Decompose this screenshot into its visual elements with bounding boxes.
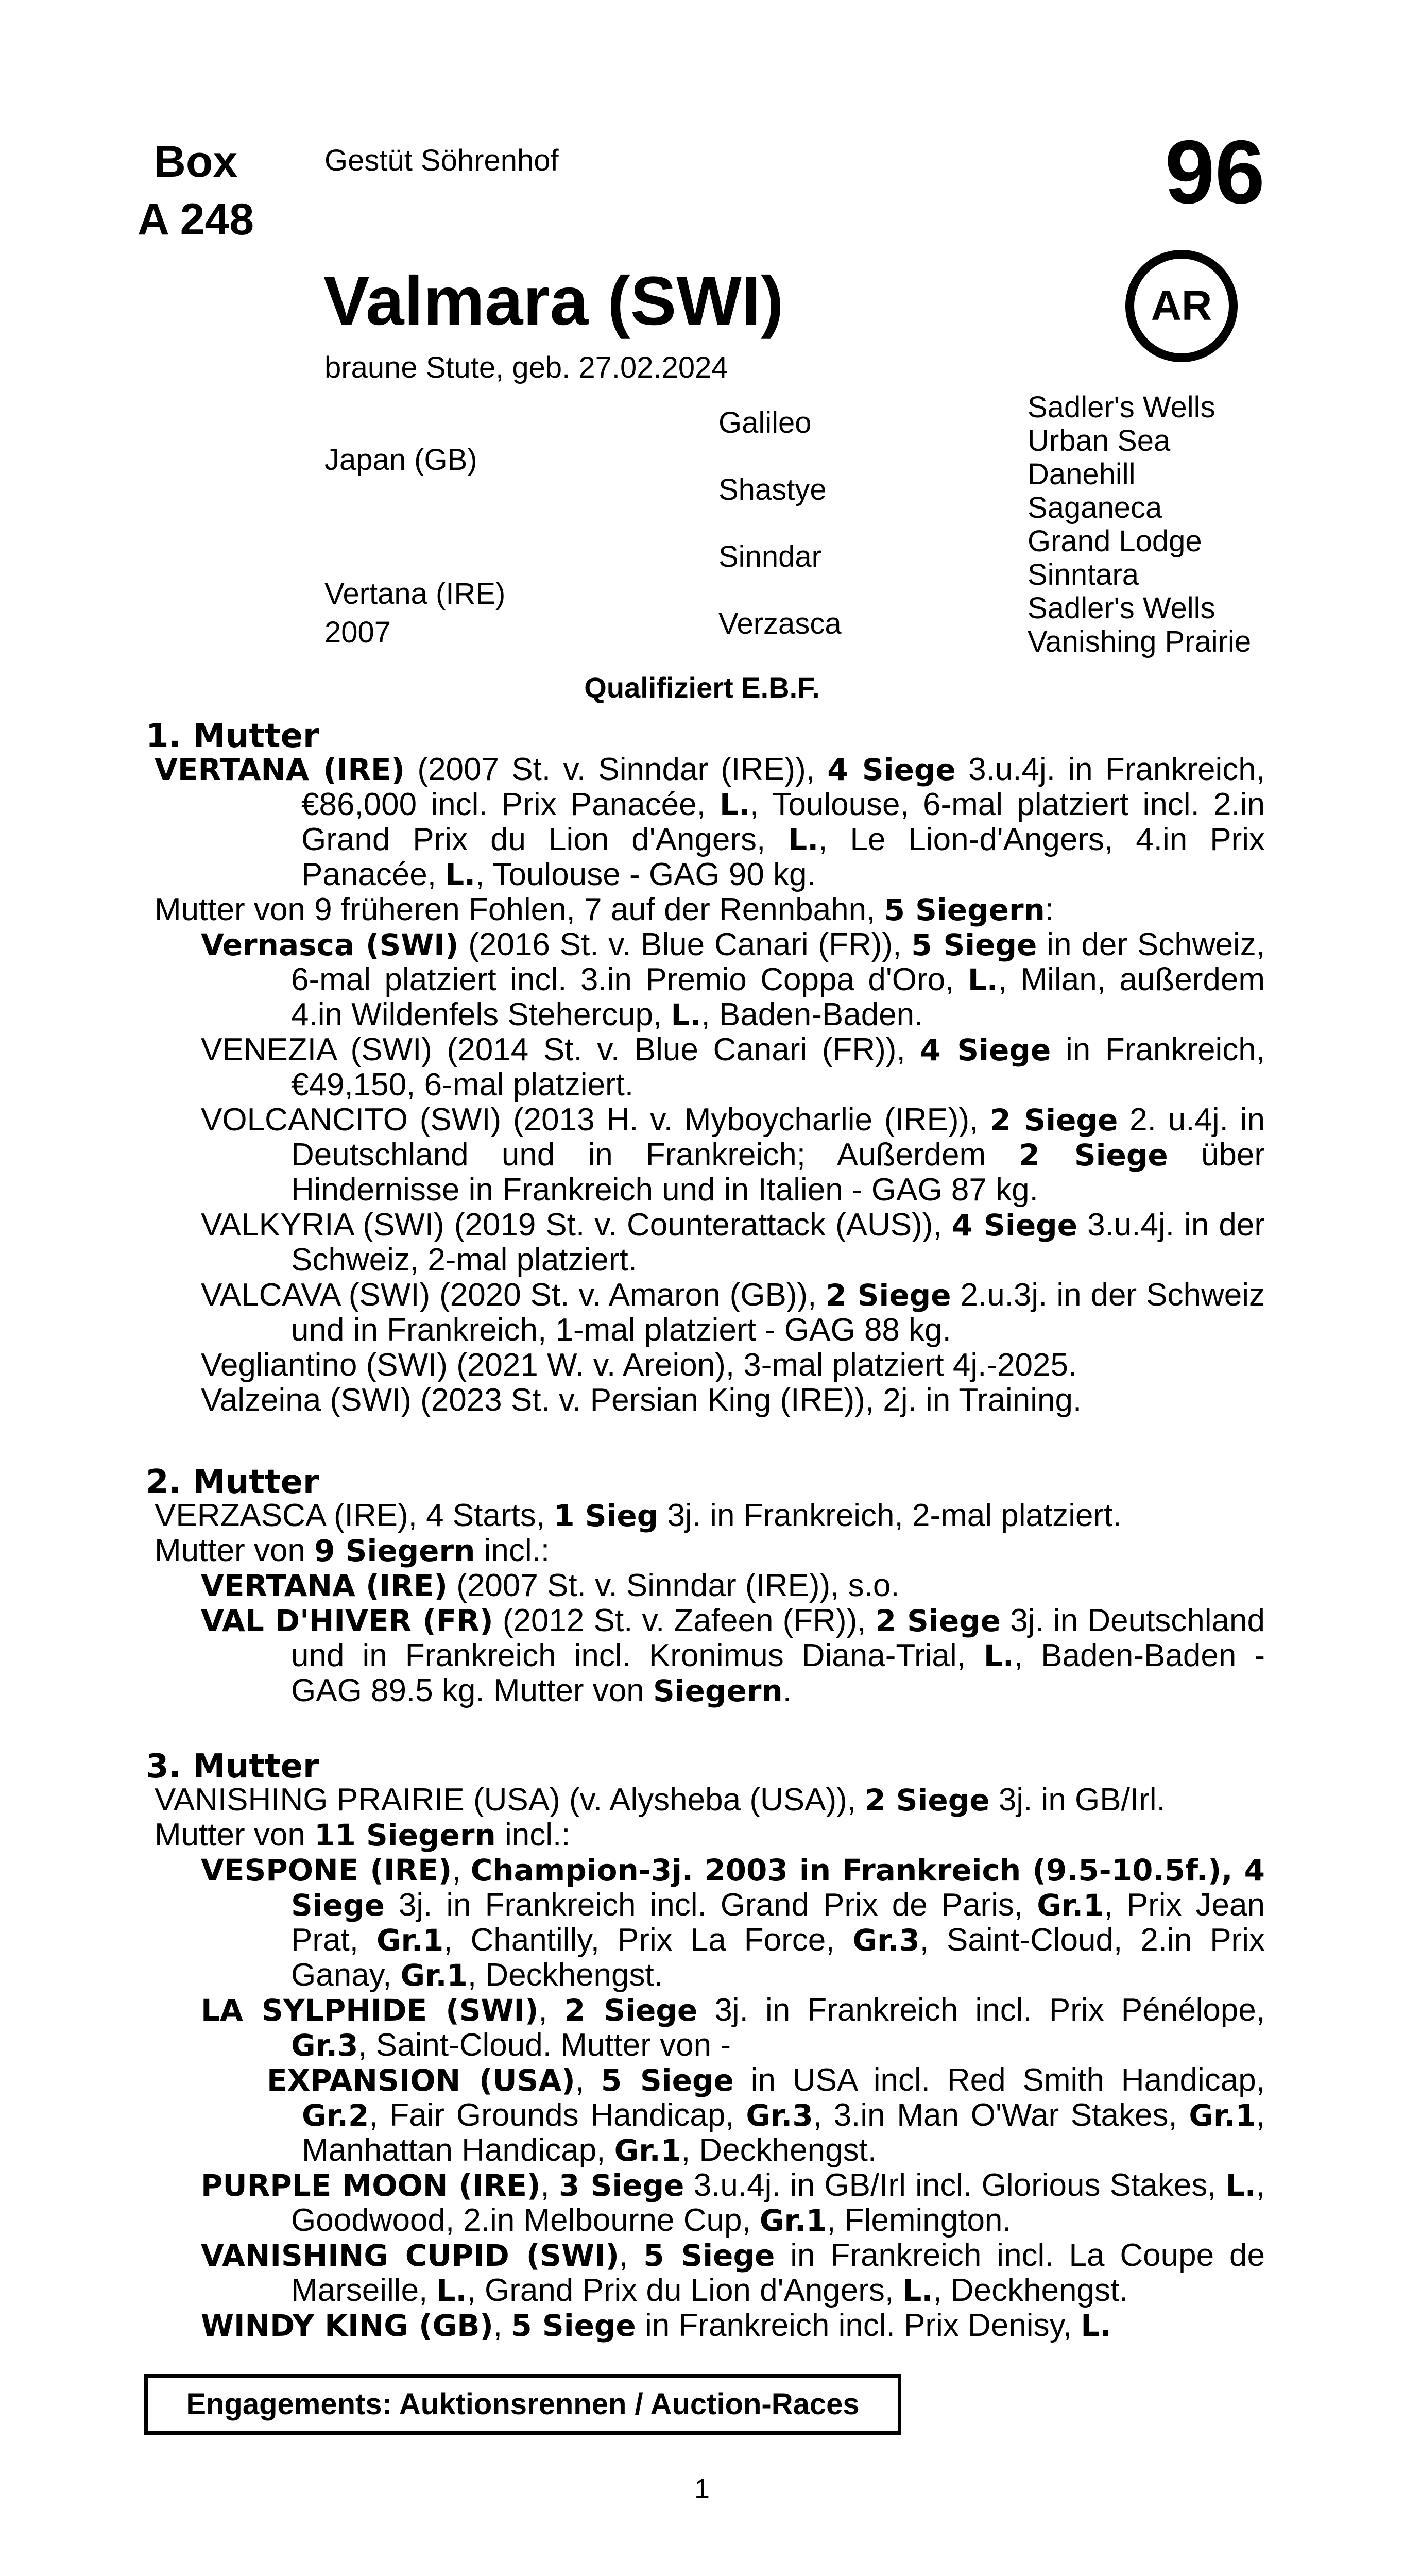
group-mark: Gr.1 xyxy=(1037,1888,1104,1923)
section-title-mutter-2: 2. Mutter xyxy=(146,1463,319,1501)
text: in Frankreich incl. Prix Denisy, xyxy=(636,2308,1081,2343)
wins: 4 Siege xyxy=(951,1208,1078,1243)
progeny-entry xyxy=(201,1603,1265,1708)
text: , Chantilly, Prix La Force, xyxy=(443,1922,853,1958)
text: , Baden-Baden. xyxy=(701,997,923,1032)
box-number xyxy=(118,133,273,248)
listed-mark: L. xyxy=(967,962,998,997)
text: 3j. in Deutschland und in Frankreich incl. Kronimus Diana-Trial, xyxy=(291,1603,1265,1673)
group-mark: Gr.1 xyxy=(759,2203,827,2238)
progeny-name: VANISHING CUPID (SWI) xyxy=(201,2238,620,2273)
pedigree-grandparent: Shastye xyxy=(718,473,827,506)
text: , Deckhengst. xyxy=(467,1957,663,1993)
stud-name: Gestüt Söhrenhof xyxy=(324,144,559,177)
text: , Fair Grounds Handicap, xyxy=(369,2097,746,2133)
progeny-entry xyxy=(201,1348,1265,1383)
group-mark: Gr.1 xyxy=(1189,2098,1256,2133)
third-dam-summary xyxy=(155,1818,1265,1853)
pedigree-great-grandparent: Grand Lodge xyxy=(1028,524,1202,558)
wins: 2 Siege xyxy=(826,1278,951,1313)
wins: 4 Siege xyxy=(920,1032,1051,1067)
wins: 5 Siege xyxy=(601,2063,734,2098)
text: Valzeina (SWI) (2023 St. v. Persian King (IRE)), 2j. in Training. xyxy=(201,1382,1082,1418)
group-mark: Gr.3 xyxy=(291,2028,358,2063)
text: in Frankreich incl. La Coupe de Marseille, xyxy=(291,2238,1265,2308)
pedigree-dam: Vertana (IRE) xyxy=(324,577,506,611)
pedigree-sire: Japan (GB) xyxy=(324,443,477,477)
text: , xyxy=(538,1992,564,2028)
text: , Saint-Cloud. Mutter von - xyxy=(358,2027,731,2063)
text: in USA incl. Red Smith Handicap, xyxy=(733,2062,1265,2098)
text: incl.: xyxy=(495,1817,571,1853)
wins: 2 Siege xyxy=(564,1993,698,2028)
text: 3j. in Frankreich incl. Grand Prix de Paris, xyxy=(384,1887,1037,1923)
pedigree-great-grandparent: Sadler's Wells xyxy=(1028,591,1215,625)
text: VALCAVA (SWI) (2020 St. v. Amaron (GB)), xyxy=(201,1277,826,1313)
group-mark: Gr.1 xyxy=(614,2133,681,2168)
progeny-name: VAL D'HIVER (FR) xyxy=(201,1603,493,1638)
text: Mutter von xyxy=(155,1533,315,1568)
progeny-name: PURPLE MOON (IRE) xyxy=(201,2168,541,2203)
progeny-entry xyxy=(201,2168,1265,2238)
text: (2007 St. v. Sinndar (IRE)), xyxy=(405,752,828,787)
text: VOLCANCITO (SWI) (2013 H. v. Myboycharlie (IRE)), xyxy=(201,1102,990,1138)
pedigree-grandparent: Verzasca xyxy=(718,607,842,640)
pedigree-grandparent: Galileo xyxy=(718,406,812,439)
progeny-name: LA SYLPHIDE (SWI) xyxy=(201,1993,539,2028)
wins: 2 Siege xyxy=(990,1103,1118,1138)
progeny-name: VESPONE (IRE) xyxy=(201,1853,452,1888)
text: , Manhattan Handicap, xyxy=(302,2097,1265,2168)
wins: 3 Siege xyxy=(559,2168,684,2203)
wins: 5 Siege xyxy=(911,927,1037,962)
qualification: Qualifiziert E.B.F. xyxy=(584,671,820,704)
pedigree-great-grandparent: Urban Sea xyxy=(1028,424,1171,457)
listed-mark: L. xyxy=(445,857,476,892)
text: in der Schweiz, 6-mal platziert incl. 3.in Premio Coppa d'Oro, xyxy=(291,927,1265,997)
champion-title: Champion-3j. 2003 in Frankreich (9.5-10.5f.), 4 Siege xyxy=(291,1853,1265,1923)
text: , Baden-Baden - GAG 89.5 kg. Mutter von xyxy=(291,1638,1265,1708)
listed-mark: L. xyxy=(671,997,701,1032)
wins: 5 Siege xyxy=(643,2238,775,2273)
listed-mark: L. xyxy=(720,787,750,822)
dam-entry xyxy=(155,752,1265,892)
dam-name: VERTANA (IRE) xyxy=(155,752,405,787)
text: 3.u.4j. in der Schweiz, 2-mal platziert. xyxy=(291,1207,1265,1278)
text: , Prix Jean Prat, xyxy=(291,1887,1265,1958)
text: , Toulouse, 6-mal platziert incl. 2.in Grand Prix du Lion d'Angers, xyxy=(301,787,1265,857)
progeny-entry xyxy=(201,2308,1265,2343)
progeny-entry xyxy=(201,1853,1265,1993)
page-number: 1 xyxy=(694,2473,710,2504)
text: , Deckhengst. xyxy=(933,2273,1128,2308)
progeny-entry xyxy=(201,1993,1265,2063)
third-dam-entry xyxy=(155,1783,1265,1818)
text: , xyxy=(493,2308,511,2343)
text: 2.u.3j. in der Schweiz und in Frankreich, 1-mal platziert - GAG 88 kg. xyxy=(291,1277,1265,1348)
winners: 11 Siegern xyxy=(314,1818,496,1853)
progeny-entry xyxy=(201,1103,1265,1208)
horse-name: Valmara (SWI) xyxy=(323,263,784,340)
text: 3j. in Frankreich incl. Prix Pénélope, xyxy=(697,1992,1265,2028)
progeny-entry xyxy=(267,2063,1265,2168)
group-mark: Gr.1 xyxy=(400,1958,468,1993)
group-mark: Gr.3 xyxy=(746,2098,813,2133)
text: , 3.in Man O'War Stakes, xyxy=(813,2097,1189,2133)
text: 2. u.4j. in Deutschland und in Frankreich; Außerdem xyxy=(291,1102,1265,1173)
text: incl.: xyxy=(475,1533,550,1568)
section-title-mutter-1: 1. Mutter xyxy=(146,717,319,755)
text: , Saint-Cloud, 2.in Prix Ganay, xyxy=(291,1922,1265,1993)
text: , Milan, außerdem 4.in Wildenfels Stehercup, xyxy=(291,962,1265,1032)
progeny-name: VERTANA (IRE) xyxy=(201,1568,448,1603)
progeny-name: Vernasca (SWI) xyxy=(201,927,459,962)
listed-mark: L. xyxy=(902,2273,933,2308)
text: 3.u.4j. in GB/Irl incl. Glorious Stakes, xyxy=(684,2167,1226,2203)
text: (2016 St. v. Blue Canari (FR)), xyxy=(458,927,912,962)
text: Vegliantino (SWI) (2021 W. v. Areion), 3-mal platziert 4j.-2025. xyxy=(201,1347,1077,1383)
progeny-entry xyxy=(201,1568,1265,1603)
text: über Hindernisse in Frankreich und in Italien - GAG 87 kg. xyxy=(291,1137,1265,1208)
winners: Siegern xyxy=(653,1673,783,1708)
group-mark: Gr.3 xyxy=(852,1923,920,1958)
listed-mark: L. xyxy=(983,1638,1014,1673)
wins: 2 Siege xyxy=(865,1783,990,1818)
section-title-mutter-3: 3. Mutter xyxy=(146,1748,319,1786)
text: Mutter von 9 früheren Fohlen, 7 auf der Rennbahn, xyxy=(155,892,884,927)
progeny-name: WINDY KING (GB) xyxy=(201,2308,493,2343)
listed-mark: L. xyxy=(1081,2308,1111,2343)
group-mark: Gr.1 xyxy=(376,1923,444,1958)
box-label: Box xyxy=(153,137,238,187)
text: VANISHING PRAIRIE (USA) (v. Alysheba (USA)), xyxy=(155,1782,865,1818)
listed-mark: L. xyxy=(1225,2168,1256,2203)
text: , xyxy=(619,2238,644,2273)
pedigree-great-grandparent: Danehill xyxy=(1028,457,1136,491)
wins: 1 Sieg xyxy=(554,1498,659,1533)
text: , Grand Prix du Lion d'Angers, xyxy=(467,2273,903,2308)
foals-summary xyxy=(155,892,1265,927)
pedigree-great-grandparent: Sadler's Wells xyxy=(1028,391,1215,424)
wins: 2 Siege xyxy=(875,1603,1001,1638)
text: VALKYRIA (SWI) (2019 St. v. Counterattack (AUS)), xyxy=(201,1207,952,1243)
wins: 5 Siege xyxy=(511,2308,636,2343)
text: , Deckhengst. xyxy=(681,2132,877,2168)
pedigree-great-grandparent: Sinntara xyxy=(1028,558,1139,591)
ar-badge: AR xyxy=(1125,250,1238,362)
text: : xyxy=(1045,892,1054,927)
wins: 2 Siege xyxy=(1019,1138,1168,1173)
engagements-box: Engagements: Auktionsrennen / Auction-Races xyxy=(144,2374,901,2435)
pedigree-dam-year: 2007 xyxy=(324,616,391,649)
text: , Flemington. xyxy=(827,2202,1012,2238)
box-code: A 248 xyxy=(137,195,254,244)
text: 3j. in GB/Irl. xyxy=(989,1782,1166,1818)
group-mark: Gr.2 xyxy=(302,2098,369,2133)
progeny-entry xyxy=(201,2238,1265,2308)
text: in Frankreich, €49,150, 6-mal platziert. xyxy=(291,1032,1265,1103)
winners: 5 Siegern xyxy=(884,892,1045,927)
text: , xyxy=(540,2167,559,2203)
winners: 9 Siegern xyxy=(314,1533,475,1568)
progeny-entry xyxy=(201,1383,1265,1418)
text: Mutter von xyxy=(155,1817,315,1853)
progeny-entry xyxy=(201,1278,1265,1348)
pedigree-great-grandparent: Saganeca xyxy=(1028,491,1162,524)
text: , xyxy=(575,2062,601,2098)
second-dam-entry xyxy=(155,1498,1265,1533)
pedigree-great-grandparent: Vanishing Prairie xyxy=(1028,625,1252,658)
text: , Toulouse - GAG 90 kg. xyxy=(475,857,816,892)
text: , Goodwood, 2.in Melbourne Cup, xyxy=(291,2167,1265,2238)
horse-description: braune Stute, geb. 27.02.2024 xyxy=(324,351,728,384)
progeny-name: EXPANSION (USA) xyxy=(267,2063,575,2098)
text: . xyxy=(782,1673,792,1708)
text: (2007 St. v. Sinndar (IRE)), s.o. xyxy=(448,1568,900,1603)
progeny-entry xyxy=(201,927,1265,1032)
text: VENEZIA (SWI) (2014 St. v. Blue Canari (FR)), xyxy=(201,1032,920,1067)
progeny-entry xyxy=(201,1208,1265,1278)
text: (2012 St. v. Zafeen (FR)), xyxy=(493,1603,876,1638)
progeny-entry xyxy=(201,1032,1265,1103)
text: VERZASCA (IRE), 4 Starts, xyxy=(155,1498,554,1533)
text: , xyxy=(452,1852,471,1888)
listed-mark: L. xyxy=(788,822,819,857)
pedigree-grandparent: Sinndar xyxy=(718,540,821,573)
text: , Le Lion-d'Angers, 4.in Prix Panacée, xyxy=(301,822,1265,892)
text: 3j. in Frankreich, 2-mal platziert. xyxy=(658,1498,1122,1533)
second-dam-summary xyxy=(155,1533,1265,1568)
lot-number: 96 xyxy=(1165,122,1265,223)
text: 3.u.4j. in Frankreich, €86,000 incl. Prix Panacée, xyxy=(301,752,1265,822)
listed-mark: L. xyxy=(436,2273,467,2308)
wins: 4 Siege xyxy=(827,752,956,787)
